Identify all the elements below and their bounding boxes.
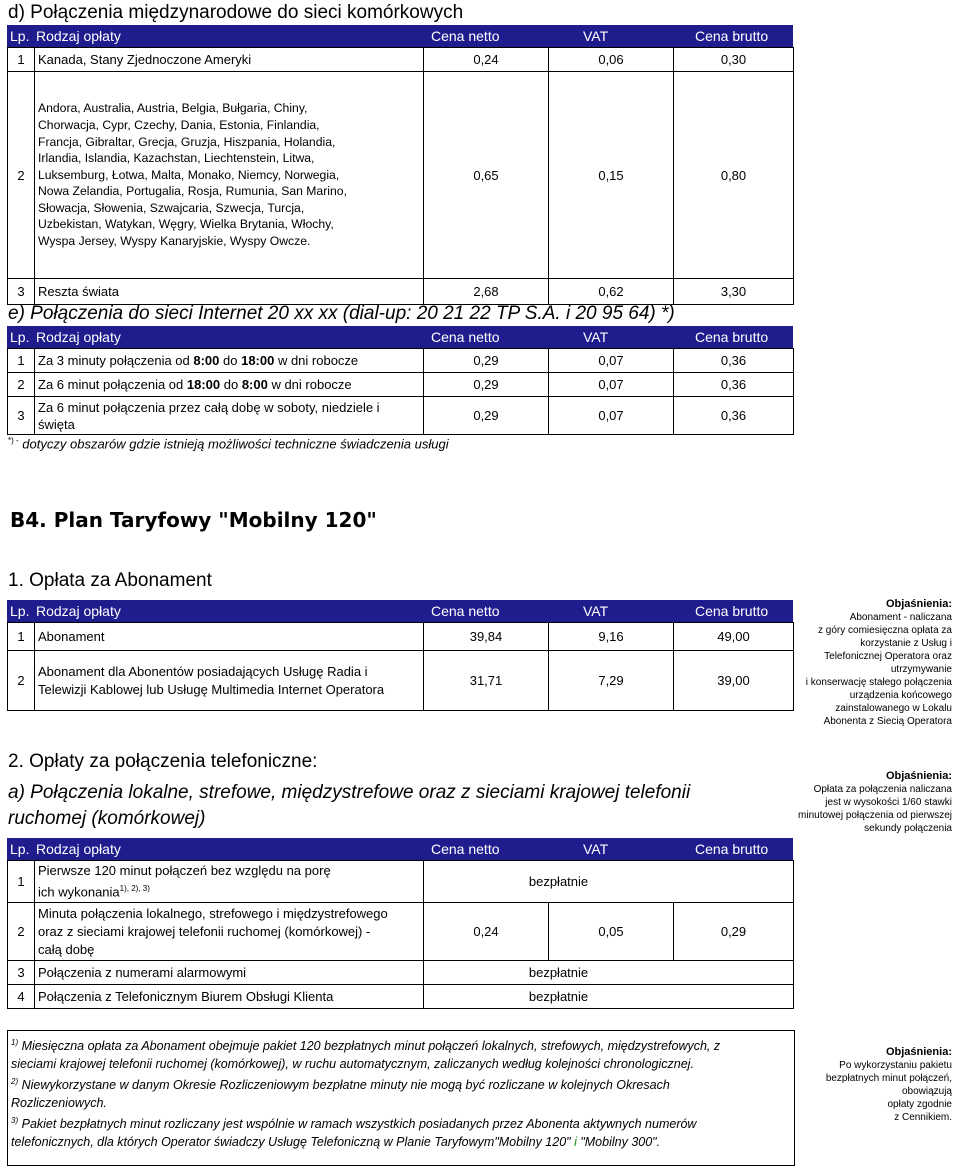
row-brutto: 0,36 [674,397,794,435]
table-row [8,72,794,279]
row-lp: 1 [8,48,35,72]
row-lp: 1 [8,623,35,651]
row-lp: 3 [8,961,35,985]
col-vat: VAT [583,329,609,345]
row-lp: 1 [8,349,35,373]
row-brutto: 49,00 [674,623,794,651]
row-vat: 0,07 [549,349,674,373]
row-lp: 3 [8,279,35,305]
row-name: Pierwsze 120 minut połączeń bez względu na porę ich wykonania$^{1), 2), 3)}$ [35,861,424,903]
row-name: Za 3 minuty połączenia od 8:00 do 18:00 w dni robocze [35,349,424,373]
row-vat: 0,05 [549,903,674,961]
row-vat: 9,16 [549,623,674,651]
table-row [8,903,794,961]
row-free: bezpłatnie [424,961,794,985]
table-row [8,373,794,397]
row-brutto: 0,36 [674,373,794,397]
footnotes-box: $^{1)}$ Miesięczna opłata za Abonament obejmuje pakiet 120 bezpłatnych minut połączeń lokalnych, strefowych, międzystrefowych, z sieciami krajowej telefonii ruchomej (komórkowej), w ruchu automatycznym, zaliczanych według kolejności chronologicznej. $^{2)}$ Niewykorzystane w danym Okresie Rozliczeniowym bezpłatne minuty nie mogą być rozliczane w kolejnych Okresach Rozliczeniowych. $^{3)}$ Pakiet bezpłatnych minut rozliczany jest wspólnie w ramach wszystkich posiadanych przez Abonenta aktywnych numerów telefonicznych, dla których Operator świadczy Usługę Telefoniczną w Planie Taryfowym"Mobilny 120" i "Mobilny 300". [7,1030,795,1166]
row-netto: 0,65 [424,72,549,279]
table-row [8,861,794,903]
table-row [8,623,794,651]
col-lp: Lp. [10,841,30,857]
col-brutto: Cena brutto [695,28,769,44]
col-lp: Lp. [10,329,30,345]
col-lp: Lp. [10,603,30,619]
col-netto: Cena netto [431,841,500,857]
plan-title: B4. Plan Taryfowy "Mobilny 120" [10,508,377,532]
row-free: bezpłatnie [424,861,794,903]
row-brutto: 0,80 [674,72,794,279]
col-netto: Cena netto [431,603,500,619]
section-1-title: 1. Opłata za Abonament [8,570,212,591]
table-header [7,25,793,47]
explanation-note-2: Objaśnienia: Opłata za połączenia naliczana jest w wysokości 1/60 stawki minutowej połączenia od pierwszej sekundy połączenia [798,770,952,834]
row-netto: 39,84 [424,623,549,651]
row-name: Reszta świata [35,279,424,305]
table-header [7,600,793,622]
table-row [8,397,794,435]
row-vat: 0,06 [549,48,674,72]
row-vat: 0,15 [549,72,674,279]
price-table-e [7,348,794,435]
col-vat: VAT [583,603,609,619]
col-name: Rodzaj opłaty [36,329,121,345]
col-name: Rodzaj opłaty [36,28,121,44]
row-lp: 4 [8,985,35,1009]
col-lp: Lp. [10,28,30,44]
price-table-1 [7,622,794,711]
col-netto: Cena netto [431,329,500,345]
row-vat: 0,07 [549,373,674,397]
row-name: Za 6 minut połączenia przez całą dobę w soboty, niedziele i święta [35,397,424,435]
row-free: bezpłatnie [424,985,794,1009]
row-name: Połączenia z Telefonicznym Biurem Obsługi Klienta [35,985,424,1009]
col-name: Rodzaj opłaty [36,841,121,857]
row-name: Za 6 minut połączenia od 18:00 do 8:00 w dni robocze [35,373,424,397]
row-brutto: 39,00 [674,651,794,711]
row-vat: 7,29 [549,651,674,711]
row-vat: 0,07 [549,397,674,435]
row-name: Połączenia z numerami alarmowymi [35,961,424,985]
explanation-note-1: Objaśnienia: Abonament - naliczana z góry comiesięczna opłata za korzystanie z Usług i Telefonicznej Operatora oraz utrzymywanie i konserwację stałego połączenia urządzenia końcowego zainstalowanego w Lokalu Abonenta z Siecią Operatora [805,598,952,727]
table-row [8,985,794,1009]
row-vat: 0,62 [549,279,674,305]
price-table-d [7,47,794,305]
row-brutto: 0,30 [674,48,794,72]
row-lp: 1 [8,861,35,903]
row-lp: 2 [8,72,35,279]
row-netto: 2,68 [424,279,549,305]
col-vat: VAT [583,841,609,857]
row-lp: 2 [8,373,35,397]
table-row [8,961,794,985]
row-name: Kanada, Stany Zjednoczone Ameryki [35,48,424,72]
row-brutto: 0,36 [674,349,794,373]
explanation-note-3: Objaśnienia: Po wykorzystaniu pakietu bezpłatnych minut połączeń, obowiązują opłaty zgodnie z Cennikiem. [825,1046,952,1123]
table-header [7,838,793,860]
section-2-title: 2. Opłaty za połączenia telefoniczne: [8,751,318,772]
col-brutto: Cena brutto [695,329,769,345]
row-lp: 2 [8,651,35,711]
row-name: Andora, Australia, Austria, Belgia, Bułgaria, Chiny, Chorwacja, Cypr, Czechy, Dania, Estonia, Finlandia, Francja, Gibraltar, Grecja, Gruzja, Hiszpania, Holandia, Irlandia, Islandia, Kazachstan, Liechtenstein, Litwa, Luksemburg, Łotwa, Malta, Monako, Niemcy, Norwegia, Nowa Zelandia, Portugalia, Rosja, Rumunia, San Marino, Słowacja, Słowenia, Szwajcaria, Szwecja, Turcja, Uzbekistan, Watykan, Węgry, Wielka Brytania, Włochy, Wyspa Jersey, Wyspy Kanaryjskie, Wyspy Owcze. [35,72,424,279]
row-name: Minuta połączenia lokalnego, strefowego i międzystrefowego oraz z sieciami krajowej telefonii ruchomej (komórkowej) - całą dobę [35,903,424,961]
col-vat: VAT [583,28,609,44]
table-row [8,651,794,711]
col-name: Rodzaj opłaty [36,603,121,619]
table-header [7,326,793,348]
section-d-title: d) Połączenia międzynarodowe do sieci komórkowych [8,2,464,23]
section-2-subtitle: a) Połączenia lokalne, strefowe, międzystrefowe oraz z sieciami krajowej telefonii ruchomej (komórkowej) [8,782,691,829]
col-brutto: Cena brutto [695,841,769,857]
table-row [8,279,794,305]
row-netto: 0,24 [424,48,549,72]
row-netto: 0,29 [424,397,549,435]
col-netto: Cena netto [431,28,500,44]
table-row [8,48,794,72]
row-name: Abonament dla Abonentów posiadających Usługę Radia i Telewizji Kablowej lub Usługę Multimedia Internet Operatora [35,651,424,711]
footnote-e: *) - dotyczy obszarów gdzie istnieją możliwości techniczne świadczenia usługi [8,436,449,452]
price-table-2 [7,860,794,1009]
row-brutto: 0,29 [674,903,794,961]
row-netto: 31,71 [424,651,549,711]
row-netto: 0,29 [424,373,549,397]
row-netto: 0,24 [424,903,549,961]
row-brutto: 3,30 [674,279,794,305]
row-lp: 2 [8,903,35,961]
row-name: Abonament [35,623,424,651]
col-brutto: Cena brutto [695,603,769,619]
row-netto: 0,29 [424,349,549,373]
table-row [8,349,794,373]
row-lp: 3 [8,397,35,435]
section-e-title: e) Połączenia do sieci Internet 20 xx xx (dial-up: 20 21 22 TP S.A. i 20 95 64) *) [8,303,675,324]
